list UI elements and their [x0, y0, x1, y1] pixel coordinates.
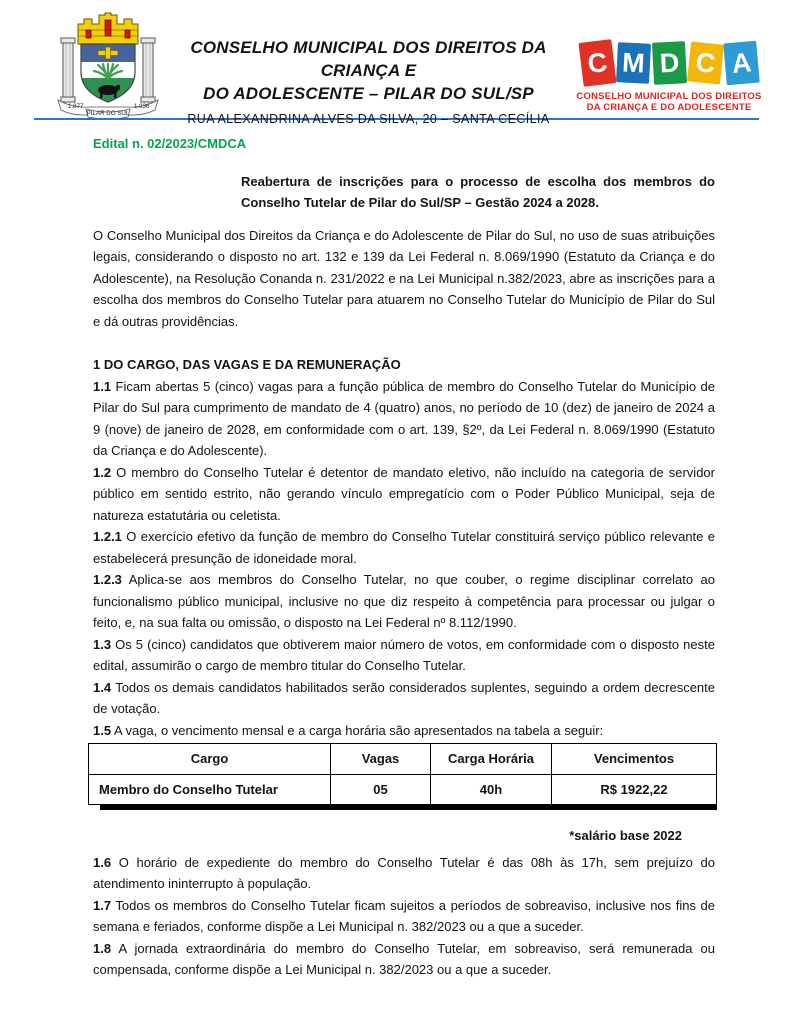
item-text: O horário de expediente do membro do Conselho Tutelar é das 08h às 17h, sem prejuízo do atendimento ininterrupto à população.	[93, 854, 715, 891]
table-bottom-rule	[100, 805, 717, 810]
cmdca-tile-c2: C	[686, 41, 723, 84]
item-number: 1.6	[93, 854, 112, 870]
item-text: Todos os membros do Conselho Tutelar ficam sujeitos a períodos de sobreaviso, inclusive nos fins de semana e feriados, conforme dispõe a Lei Municipal n. 382/2023 ou a que a suceder.	[93, 897, 715, 934]
table-row	[89, 774, 717, 805]
cmdca-tile-m: M	[615, 42, 650, 84]
document-title: Reabertura de inscrições para o processo de escolha dos membros do Conselho Tutelar de Pilar do Sul/SP – Gestão 2024 a 2028.	[241, 173, 715, 210]
org-address: RUA ALEXANDRINA ALVES DA SILVA, 20 – SANTA CECÍLIA	[187, 112, 550, 126]
col-header-cargo: Cargo	[89, 744, 331, 775]
item-text: Ficam abertas 5 (cinco) vagas para a função pública de membro do Conselho Tutelar do Município de Pilar do Sul para cumprimento de mandato de 4 (quatro) anos, no período de 10 (dez) de janeiro de 2024 a 9 (nove) de janeiro de 2028, em conformidade com o art. 139, §2º, da Lei Federal n. 8.069/1990 (Estatuto da Criança e do Adolescente).	[93, 378, 715, 458]
cmdca-tile-d: D	[651, 41, 686, 85]
item-text: A vaga, o vencimento mensal e a carga horária são apresentados na tabela a seguir:	[113, 722, 604, 738]
item-number: 1.2.3	[93, 572, 122, 587]
cell-vagas: 05	[331, 774, 431, 805]
section-1-heading: 1 DO CARGO, DAS VAGAS E DA REMUNERAÇÃO	[93, 357, 401, 372]
letterhead	[0, 0, 791, 126]
cell-vencimentos: R$ 1922,22	[552, 774, 717, 805]
item-text: A jornada extraordinária do membro do Conselho Tutelar, em sobreaviso, será remunerada ou compensada, conforme dispõe a Lei Municipal n. 382/2023 ou a que a suceder.	[93, 940, 715, 977]
col-header-vagas: Vagas	[331, 744, 431, 775]
item-1-2-1	[93, 526, 715, 569]
item-number: 1.7	[93, 897, 112, 913]
coat-of-arms-icon	[56, 12, 160, 118]
org-title-line1: CONSELHO MUNICIPAL DOS DIREITOS DA CRIANÇA E	[190, 38, 547, 80]
table-header-row	[89, 744, 717, 775]
org-title-line2: DO ADOLESCENTE – PILAR DO SUL/SP	[203, 84, 534, 103]
item-text: O exercício efetivo da função de membro do Conselho Tutelar constituirá serviço público relevante e estabelecerá presunção de idoneidade moral.	[93, 529, 715, 566]
cmdca-caption-line1: CONSELHO MUNICIPAL DOS DIREITOS	[576, 91, 762, 102]
cmdca-letter-tiles	[575, 40, 763, 86]
item-number: 1.5	[93, 722, 112, 738]
crest-year-left: 1.877	[68, 103, 84, 110]
item-text: Todos os demais candidatos habilitados serão considerados suplentes, seguindo a ordem decrescente de votação.	[93, 679, 715, 716]
item-text: O membro do Conselho Tutelar é detentor de mandato eletivo, não incluído na categoria de servidor público em sentido estrito, não gerando vínculo empregatício com o Poder Público Municipal, seja de natureza estatutária ou celetista.	[93, 464, 715, 523]
letterhead-titles	[162, 12, 575, 126]
item-1-2	[93, 462, 715, 527]
item-1-5	[93, 720, 715, 742]
edital-number: Edital n. 02/2023/CMDCA	[93, 136, 247, 151]
crest-banner: PILAR DO SUL	[86, 110, 130, 117]
crest-year-right: 1.936	[134, 103, 150, 110]
cell-carga-horaria: 40h	[431, 774, 552, 805]
col-header-vencimentos: Vencimentos	[552, 744, 717, 775]
cmdca-tile-a: A	[723, 41, 760, 86]
salary-base-note: *salário base 2022	[569, 828, 682, 843]
remuneration-table	[88, 743, 717, 805]
item-1-3	[93, 634, 715, 677]
municipal-crest	[56, 12, 162, 123]
item-1-8	[93, 938, 715, 981]
document-body	[0, 120, 791, 981]
intro-paragraph: O Conselho Municipal dos Direitos da Criança e do Adolescente de Pilar do Sul, no uso de suas atribuições legais, considerando o disposto no art. 132 e 139 da Lei Federal n. 8.069/1990 (Estatuto da Criança e do Adolescente), na Resolução Conanda n. 231/2022 e na Lei Municipal n.382/2023, abre as inscrições para a escolha dos membros do Conselho Tutelar para atuarem no Conselho Tutelar do Município de Pilar do Sul e dá outras providências.	[93, 227, 715, 329]
item-number: 1.8	[93, 940, 112, 956]
cmdca-caption-line2: DA CRIANÇA E DO ADOLESCENTE	[586, 102, 752, 113]
item-text: Aplica-se aos membros do Conselho Tutelar, no que couber, o regime disciplinar correlato ao funcionalismo público municipal, inclusive no que diz respeito à competência para processar ou julgar o feito, e, na sua falta ou omissão, o disposto na Lei Federal nº 8.112/1990.	[93, 572, 715, 630]
item-number: 1.1	[93, 378, 112, 394]
item-number: 1.4	[93, 679, 112, 695]
item-1-6	[93, 852, 715, 895]
item-number: 1.2	[93, 464, 112, 480]
item-1-7	[93, 895, 715, 938]
cmdca-tile-c1: C	[578, 39, 616, 87]
item-number: 1.2.1	[93, 529, 122, 544]
cmdca-logo	[575, 12, 763, 113]
col-header-carga-horaria: Carga Horária	[431, 744, 552, 775]
item-1-2-3	[93, 569, 715, 634]
item-text: Os 5 (cinco) candidatos que obtiverem maior número de votos, em conformidade com o disposto neste edital, assumirão o cargo de membro titular do Conselho Tutelar.	[93, 636, 715, 673]
item-1-1	[93, 376, 715, 462]
item-number: 1.3	[93, 636, 112, 652]
item-1-4	[93, 677, 715, 720]
cell-cargo: Membro do Conselho Tutelar	[89, 774, 331, 805]
